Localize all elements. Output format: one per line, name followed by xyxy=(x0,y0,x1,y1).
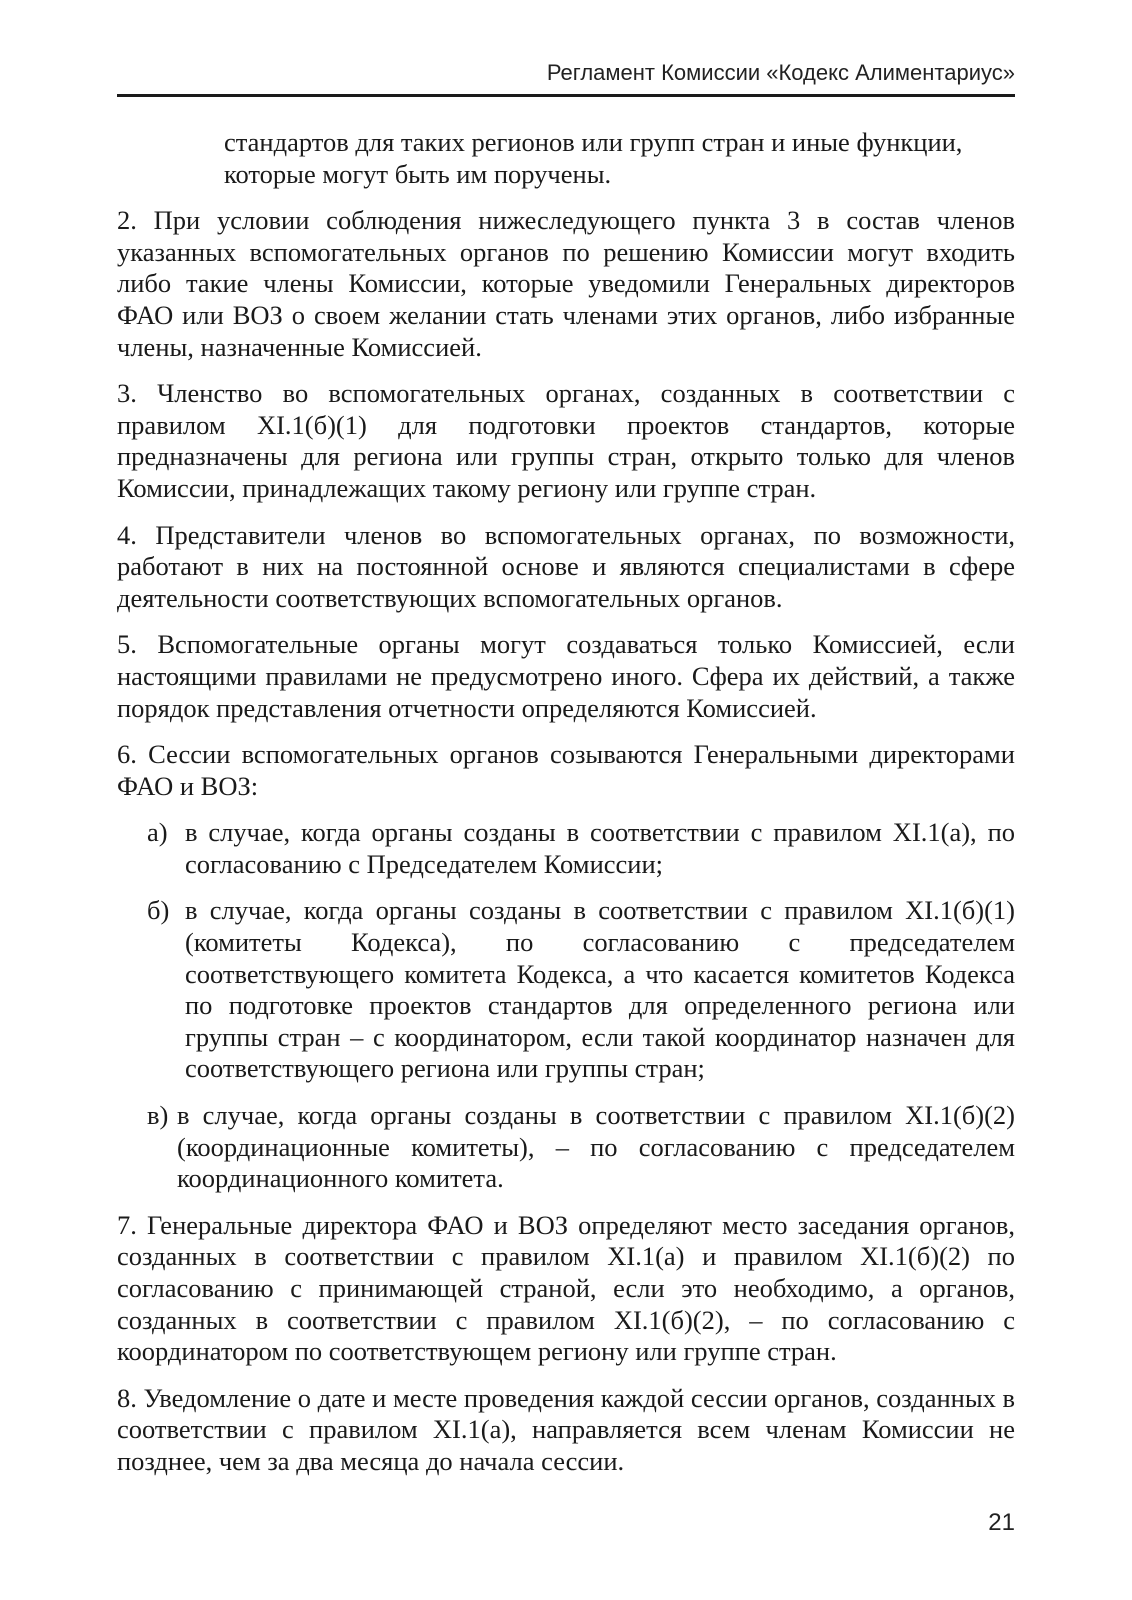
list-marker: б) xyxy=(147,895,170,926)
list-item-b xyxy=(117,895,1015,1085)
paragraph-2: 2. При условии соблюдения нижеследующего пункта 3 в состав членов указанных вспомогательных органов по решению Комиссии могут входить либо такие члены Комиссии, которые уведомили Генеральных директоров ФАО или ВОЗ о своем желании стать членами этих органов, либо избранные члены, назначенные Комиссией. xyxy=(117,205,1015,362)
list-item-text: в случае, когда органы созданы в соответствии с правилом XI.1(б)(2) (координационные комитеты), – по согласованию с председателем координационного комитета. xyxy=(177,1100,1015,1194)
paragraph-6: 6. Сессии вспомогательных органов созываются Генеральными директорами ФАО и ВОЗ: xyxy=(117,739,1015,801)
list-item-text: в случае, когда органы созданы в соответствии с правилом XI.1(а), по согласованию с Председателем Комиссии; xyxy=(185,817,1015,879)
header-rule xyxy=(117,94,1015,97)
running-header: Регламент Комиссии «Кодекс Алиментариус» xyxy=(546,60,1015,85)
paragraph-continuation: стандартов для таких регионов или групп стран и иные функции, которые могут быть им поручены. xyxy=(224,127,963,189)
list-marker: в) xyxy=(147,1100,169,1131)
paragraph-8: 8. Уведомление о дате и месте проведения каждой сессии органов, созданных в соответствии с правилом XI.1(а), направляется всем членам Комиссии не позднее, чем за два месяца до начала сессии. xyxy=(117,1382,1016,1476)
list-item-text: в случае, когда органы созданы в соответствии с правилом XI.1(б)(1) (комитеты Кодекса), по согласованию с председателем соответствующего комитета Кодекса, а что касается комитетов Кодекса по подготовке проектов стандартов для определенного региона или группы стран – с координатором, если такой координатор назначен для соответствующего региона или группы стран; xyxy=(185,895,1015,1084)
page-body xyxy=(117,127,1015,1493)
paragraph-3: 3. Членство во вспомогательных органах, созданных в соответствии с правилом XI.1(б)(1) для подготовки проектов стандартов, которые предназначены для региона или группы стран, открыто только для членов Комиссии, принадлежащих такому региону или группе стран. xyxy=(117,378,1015,503)
page-number: 21 xyxy=(988,1509,1015,1536)
paragraph-4: 4. Представители членов во вспомогательных органах, по возможности, работают в них на постоянной основе и являются специалистами в сфере деятельности соответствующих вспомогательных органов. xyxy=(117,519,1015,613)
paragraph-7: 7. Генеральные директора ФАО и ВОЗ определяют место заседания органов, созданных в соответствии с правилом XI.1(а) и правилом XI.1(б)(2) по согласованию с принимающей страной, если это необходимо, а органов, созданных в соответствии с правилом XI.1(б)(2), – по согласованию с координатором по соответствующем региону или группе стран. xyxy=(117,1209,1015,1367)
list-marker: а) xyxy=(147,817,168,848)
list-item-a xyxy=(117,817,1015,880)
paragraph-5: 5. Вспомогательные органы могут создаваться только Комиссией, если настоящими правилами не предусмотрено иного. Сфера их действий, а также порядок представления отчетности определяются Комиссией. xyxy=(117,629,1015,723)
list-item-v xyxy=(117,1100,1015,1195)
